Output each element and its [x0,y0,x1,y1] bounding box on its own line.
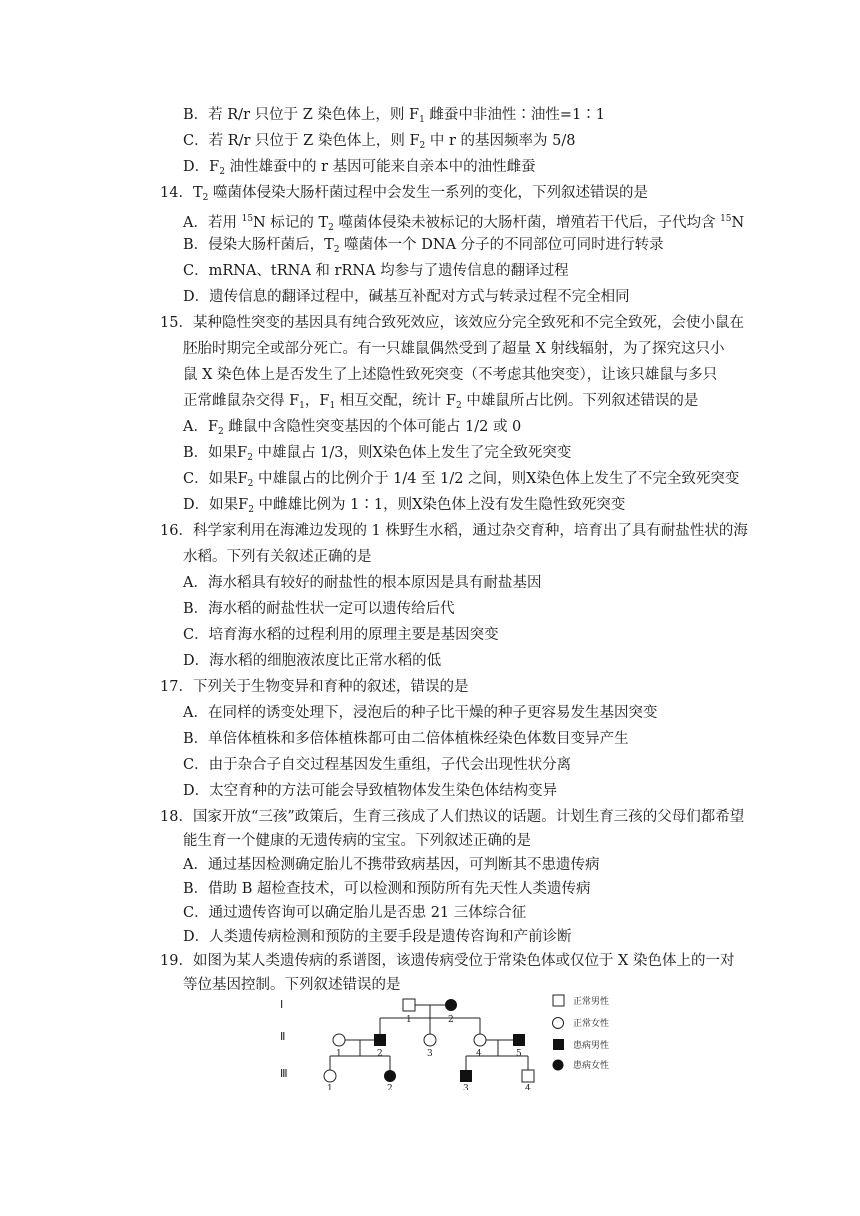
legend-normal-female-icon [553,1018,564,1029]
q16-stem-line1: 16．科学家利用在海滩边发现的 1 株野生水稻，通过杂交育种，培育出了具有耐盐性状的海 [160,523,748,539]
q18-stem-line1: 18．国家开放“三孩”政策后，生育三孩成了人们热议的话题。计划生育三孩的父母们都希望 [160,809,745,825]
q18-option-d: D．人类遗传病检测和预防的主要手段是遗传咨询和产前诊断 [183,929,572,945]
legend-affected-male-label: 患病男性 [573,1041,610,1051]
q18-option-b: B．借助 B 超检查技术，可以检测和预防所有先天性人类遗传病 [183,881,591,897]
q15-stem-line3: 鼠 X 染色体上是否发生了上述隐性致死突变（不考虑其他突变），让该只雄鼠与多只 [183,367,718,383]
legend-affected-female-icon [553,1060,564,1071]
gen2-3-normal-female [424,1034,436,1046]
gen3-4-normal-male [522,1070,534,1082]
gen2-4-normal-female [474,1034,486,1046]
gen3-4-label: 4 [525,1084,531,1090]
gen2-4-label: 4 [476,1049,482,1059]
gen3-2-affected-female [384,1070,396,1082]
q17-stem: 17．下列关于生物变异和育种的叙述，错误的是 [160,679,469,695]
q15-option-c: C．如果$F_2$ 中雄鼠占的比例介于 1/4 至 1/2 之间，则X染色体上发生了不完全致死突变 [183,471,740,489]
gen1-1-normal-male [403,999,415,1011]
legend-affected-male-icon [553,1039,564,1050]
q14-option-a: A．若用 $^{15}$N 标记的 $T_2$ 噬菌体侵染未被标记的大肠杆菌，增殖若干代后，子代均含 $^{15}$N [183,214,745,233]
gen2-5-label: 5 [516,1049,522,1059]
gen2-3-label: 3 [427,1049,433,1059]
q15-stem-line2: 胚胎时期完全或部分死亡。有一只雄鼠偶然受到了超量 X 射线辐射，为了探究这只小 [183,341,725,357]
pedigree-chart [270,990,630,1090]
legend-normal-male-label: 正常男性 [573,997,610,1007]
gen2-2-affected-male [374,1034,386,1046]
gen2-5-affected-male [513,1034,525,1046]
q15-option-a: A．$F_2$ 雌鼠中含隐性突变基因的个体可能占 1/2 或 0 [183,419,522,437]
legend-normal-male-icon [553,995,564,1006]
q13-option-b: B．若 R/r 只位于 Z 染色体上，则 $F_1$ 雌蚕中非油性∶油性=1∶1 [183,107,606,125]
gen2-1-label: 1 [336,1049,342,1059]
q13-option-d: D．$F_2$ 油性雄蚕中的 r 基因可能来自亲本中的油性雌蚕 [183,159,536,177]
q16-option-a: A．海水稻具有较好的耐盐性的根本原因是具有耐盐基因 [183,575,542,591]
gen2-2-label: 2 [377,1049,383,1059]
generation-label-1: Ⅰ [280,999,284,1011]
gen2-1-normal-female [333,1034,345,1046]
gen1-1-label: 1 [406,1015,412,1025]
q17-option-b: B．单倍体植株和多倍体植株都可由二倍体植株经染色体数目变异产生 [183,731,629,747]
legend-affected-female-label: 患病女性 [573,1061,610,1071]
q15-stem-line1: 15．某种隐性突变的基因具有纯合致死效应，该效应分完全致死和不完全致死，会使小鼠在 [160,315,744,331]
gen3-1-label: 1 [327,1084,333,1090]
q15-stem-line4: 正常雌鼠杂交得 $F_1$，$F_1$ 相互交配，统计 $F_2$ 中雄鼠所占比例。下列叙述错误的是 [183,393,699,411]
q16-stem-line2: 水稻。下列有关叙述正确的是 [183,549,372,565]
gen3-2-label: 2 [387,1084,393,1090]
q18-option-a: A．通过基因检测确定胎儿不携带致病基因，可判断其不患遗传病 [183,857,600,873]
q18-stem-line2: 能生育一个健康的无遗传病的宝宝。下列叙述正确的是 [183,833,531,849]
q19-stem-line1: 19．如图为某人类遗传病的系谱图，该遗传病受位于常染色体或仅位于 X 染色体上的一对 [160,953,735,969]
gen1-2-affected-female [445,999,457,1011]
legend-normal-female-label: 正常女性 [573,1019,610,1029]
q14-option-c: C．mRNA、tRNA 和 rRNA 均参与了遗传信息的翻译过程 [183,263,569,279]
gen1-2-label: 2 [448,1015,454,1025]
q19-stem-line2: 等位基因控制。下列叙述错误的是 [183,977,401,993]
q16-option-c: C．培育海水稻的过程利用的原理主要是基因突变 [183,627,499,643]
gen3-3-affected-male [460,1070,472,1082]
generation-label-3: Ⅲ [280,1068,288,1080]
q18-option-c: C．通过遗传咨询可以确定胎儿是否患 21 三体综合征 [183,905,527,921]
gen3-1-normal-female [324,1070,336,1082]
generation-label-2: Ⅱ [280,1031,286,1043]
q16-option-d: D．海水稻的细胞液浓度比正常水稻的低 [183,653,442,669]
q14-option-d: D．遗传信息的翻译过程中，碱基互补配对方式与转录过程不完全相同 [183,289,630,305]
q13-option-c: C．若 R/r 只位于 Z 染色体上，则 $F_2$ 中 r 的基因频率为 5/8 [183,133,576,151]
q17-option-d: D．太空育种的方法可能会导致植物体发生染色体结构变异 [183,783,558,799]
q14-stem: 14．$T_2$ 噬菌体侵染大肠杆菌过程中会发生一系列的变化，下列叙述错误的是 [160,185,648,203]
q16-option-b: B．海水稻的耐盐性状一定可以遗传给后代 [183,601,455,617]
q17-option-a: A．在同样的诱变处理下，浸泡后的种子比干燥的种子更容易发生基因突变 [183,705,658,721]
q17-option-c: C．由于杂合子自交过程基因发生重组，子代会出现性状分离 [183,757,572,773]
q15-option-d: D．如果$F_2$ 中雌雄比例为 1∶1，则X染色体上没有发生隐性致死突变 [183,497,626,515]
gen3-3-label: 3 [463,1084,469,1090]
q15-option-b: B．如果$F_2$ 中雄鼠占 1/3，则X染色体上发生了完全致死突变 [183,445,572,463]
q14-option-b: B．侵染大肠杆菌后，$T_2$ 噬菌体一个 DNA 分子的不同部位可同时进行转录 [183,237,664,255]
